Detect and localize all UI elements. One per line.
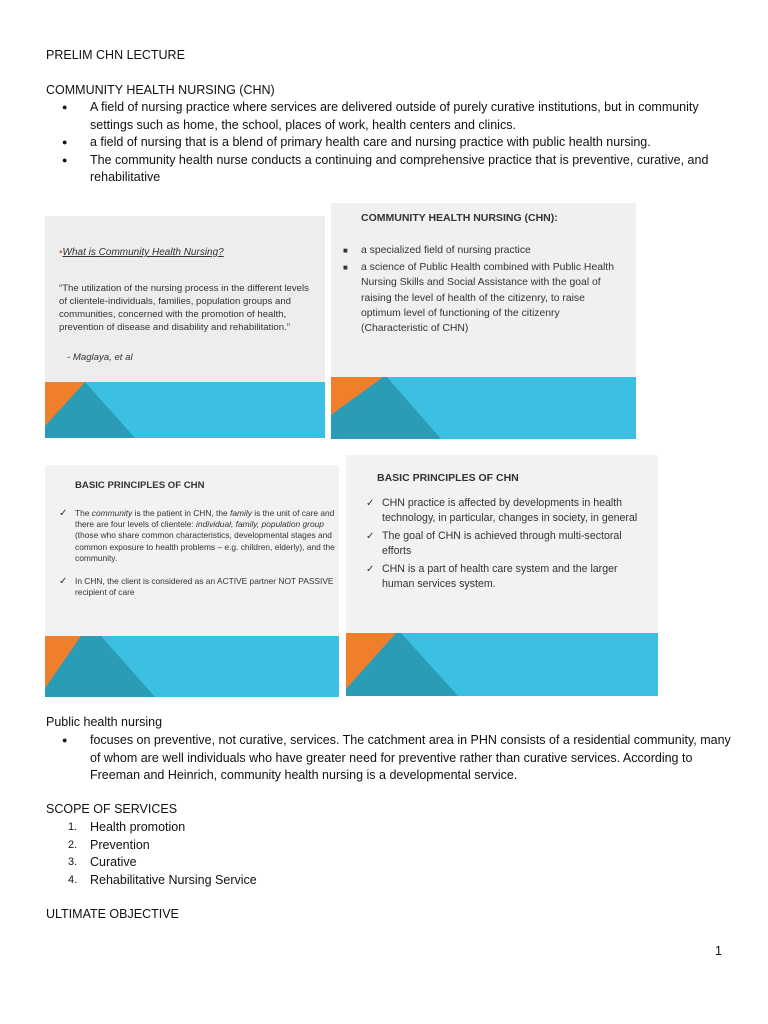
list-item: ● A field of nursing practice where services are delivered outside of purely curative institutions, but in community settings such as home, the school, places of work, health centers and clinics. — [62, 99, 732, 134]
list-item: ✓ In CHN, the client is considered as an ACTIVE partner NOT PASSIVE recipient of care — [57, 576, 335, 598]
section-title-scope: SCOPE OF SERVICES — [46, 802, 178, 816]
phn-bullet-list — [62, 732, 732, 785]
slide-what-is-chn — [45, 216, 325, 438]
slide-question: ▪What is Community Health Nursing? — [59, 247, 224, 258]
slide-basic-principles-2 — [346, 455, 658, 696]
slide-chn-definition — [331, 203, 636, 439]
banner-graphic — [45, 636, 339, 697]
slide-attribution: - Maglaya, et al — [67, 352, 133, 363]
slide-banner — [331, 377, 636, 439]
banner-graphic — [346, 633, 658, 696]
list-item: 2. Prevention — [68, 837, 150, 852]
banner-graphic — [45, 382, 325, 438]
list-item: ● focuses on preventive, not curative, services. The catchment area in PHN consists of a residential community, many of whom are well individuals who have greater need for preventive rather than curative services. According to Freeman and Heinrich, community health nursing is a developmental service. — [62, 732, 732, 785]
slide-item-list — [337, 243, 627, 338]
slide-banner — [45, 636, 339, 697]
slide-title: BASIC PRINCIPLES OF CHN — [377, 472, 519, 484]
list-item: ✓ The goal of CHN is achieved through multi-sectoral efforts — [364, 529, 649, 560]
list-item: 3. Curative — [68, 855, 137, 870]
list-item: 1. Health promotion — [68, 820, 186, 834]
lecture-header: PRELIM CHN LECTURE — [46, 48, 185, 62]
list-item: ✓ The community is the patient in CHN, the family is the unit of care and there are four levels of clientele: individual, family, population group (those who share common characteristics, developmental stages and common exposure to health problems – e.g. children, elderly), and the community. — [57, 508, 335, 564]
scope-list — [62, 819, 257, 889]
slide-title: BASIC PRINCIPLES OF CHN — [75, 480, 205, 491]
list-item: 4. Rehabilitative Nursing Service — [68, 872, 257, 887]
slide-quote: “The utilization of the nursing process in the different levels of clientele-individuals, families, population groups and communities, concerned with the promotion of health, prevention of disease and disability and rehabilitation.” — [59, 283, 309, 333]
banner-graphic — [331, 377, 636, 439]
section-title-chn: COMMUNITY HEALTH NURSING (CHN) — [46, 83, 275, 97]
list-item: ✓ CHN is a part of health care system and the larger human services system. — [364, 562, 649, 593]
slide-item-list — [57, 508, 335, 600]
page-number: 1 — [715, 944, 722, 958]
slide-basic-principles-1 — [45, 465, 339, 697]
slide-title: COMMUNITY HEALTH NURSING (CHN): — [361, 212, 558, 224]
list-item: ■ a specialized field of nursing practice — [337, 243, 627, 258]
section-title-objective: ULTIMATE OBJECTIVE — [46, 907, 179, 921]
list-item: ✓ CHN practice is affected by developments in health technology, in particular, changes in society, in general — [364, 496, 649, 527]
section-title-phn: Public health nursing — [46, 715, 163, 729]
slide-item-list — [364, 496, 649, 594]
list-item: ● The community health nurse conducts a continuing and comprehensive practice that is preventive, curative, and rehabilitative — [62, 152, 732, 187]
list-item: ■ a science of Public Health combined with Public Health Nursing Skills and Social Assistance with the goal of raising the level of health of the citizenry, to raise optimum level of functioning of the citizenry (Characteristic of CHN) — [337, 260, 627, 336]
chn-bullet-list — [62, 99, 732, 187]
list-item: ● a field of nursing that is a blend of primary health care and nursing practice with public health nursing. — [62, 134, 732, 152]
slide-banner — [346, 633, 658, 696]
slide-banner — [45, 382, 325, 438]
